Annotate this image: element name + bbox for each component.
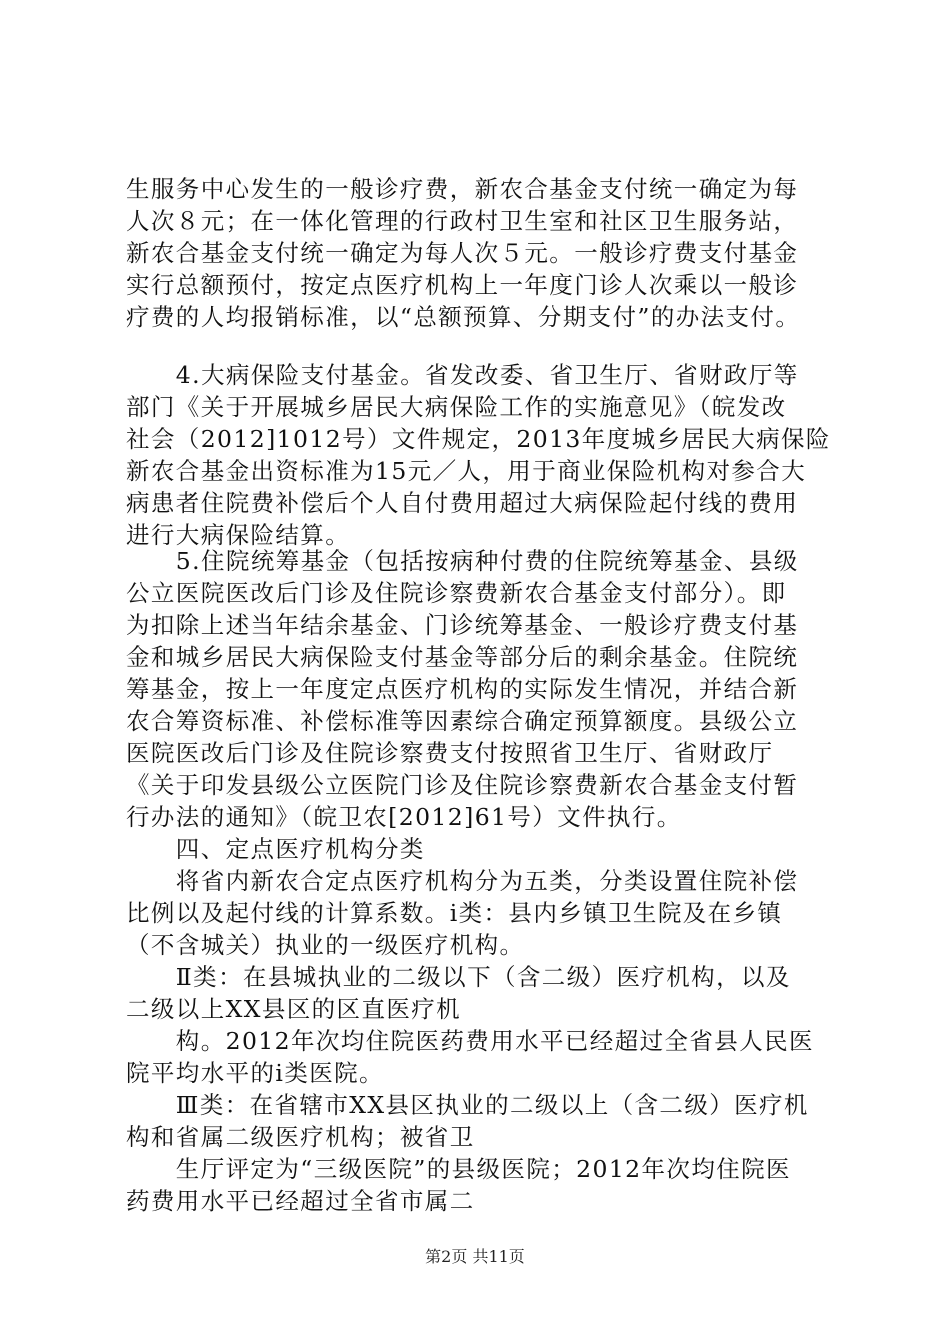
body-text-line: 5.住院统筹基金（包括按病种付费的住院统筹基金、县级 [126,547,799,575]
body-text-line: 比例以及起付线的计算系数。i类：县内乡镇卫生院及在乡镇 [126,899,783,927]
body-text-line: 病患者住院费补偿后个人自付费用超过大病保险起付线的费用 [126,489,799,517]
body-text-line: 筹基金，按上一年度定点医疗机构的实际发生情况，并结合新 [126,675,799,703]
body-text-line: 农合筹资标准、补偿标准等因素综合确定预算额度。县级公立 [126,707,799,735]
body-text-line: 医院医改后门诊及住院诊察费支付按照省卫生厅、省财政厅 [126,739,774,767]
body-text-line: 部门《关于开展城乡居民大病保险工作的实施意见》（皖发改 [126,393,787,421]
body-text-line: 4.大病保险支付基金。省发改委、省卫生厅、省财政厅等 [126,361,799,389]
body-text-line: 为扣除上述当年结余基金、门诊统筹基金、一般诊疗费支付基 [126,611,799,639]
body-text-line: 行办法的通知》（皖卫农[2012]61号）文件执行。 [126,803,682,831]
body-text-line: （不含城关）执业的一级医疗机构。 [126,931,525,959]
body-text-line: 金和城乡居民大病保险支付基金等部分后的剩余基金。住院统 [126,643,799,671]
body-text-line: 新农合基金支付统一确定为每人次５元。一般诊疗费支付基金 [126,239,799,267]
body-text-line: Ⅱ类：在县城执业的二级以下（含二级）医疗机构，以及 [126,963,791,991]
body-text-line: 将省内新农合定点医疗机构分为五类，分类设置住院补偿 [126,867,799,895]
body-text-line: 社会（2012]1012号）文件规定，2013年度城乡居民大病保险 [126,425,831,453]
body-text-line: 生服务中心发生的一般诊疗费，新农合基金支付统一确定为每 [126,175,799,203]
body-text-line: 生厅评定为“三级医院”的县级医院；2012年次均住院医 [126,1155,791,1183]
body-text-line: 构和省属二级医疗机构；被省卫 [126,1123,475,1151]
body-text-line: 构。2012年次均住院医药费用水平已经超过全省县人民医 [126,1027,814,1055]
body-text-line: 二级以上XX县区的区直医疗机 [126,995,462,1023]
body-text-line: 公立医院医改后门诊及住院诊察费新农合基金支付部分）。即 [126,579,787,607]
section-heading: 四、定点医疗机构分类 [126,835,425,863]
body-text-line: 疗费的人均报销标准，以“总额预算、分期支付”的办法支付。 [126,303,801,331]
body-text-line: 院平均水平的i类医院。 [126,1059,384,1087]
page-number-footer: 第2页 共11页 [425,1247,525,1266]
body-text-line: 进行大病保险结算。 [126,521,351,549]
body-text-line: 《关于印发县级公立医院门诊及住院诊察费新农合基金支付暂 [126,771,799,799]
body-text-line: 实行总额预付，按定点医疗机构上一年度门诊人次乘以一般诊 [126,271,799,299]
body-text-line: 新农合基金出资标准为15元／人，用于商业保险机构对参合大 [126,457,807,485]
body-text-line: 药费用水平已经超过全省市属二 [126,1187,475,1215]
body-text-line: Ⅲ类：在省辖市XX县区执业的二级以上（含二级）医疗机 [126,1091,809,1119]
body-text-line: 人次８元；在一体化管理的行政村卫生室和社区卫生服务站， [126,207,799,235]
